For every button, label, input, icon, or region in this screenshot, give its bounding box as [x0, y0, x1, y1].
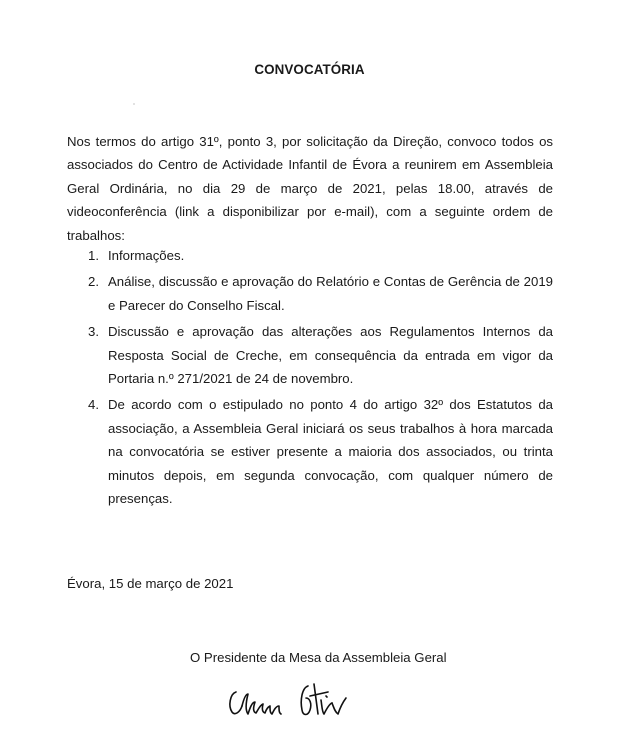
scan-speck	[133, 103, 135, 105]
agenda-item-text: Discussão e aprovação das alterações aos Regulamentos Internos da Resposta Social de Creche, em consequência da entrada em vigor da Portaria n.º 271/2021 de 24 de novembro.	[108, 324, 553, 387]
document-title: CONVOCATÓRIA	[254, 62, 365, 77]
agenda-item	[88, 244, 553, 267]
agenda-item-text: Análise, discussão e aprovação do Relatório e Contas de Gerência de 2019 e Parecer do Conselho Fiscal.	[108, 274, 553, 313]
agenda-item-text: Informações.	[108, 248, 185, 263]
handwritten-signature	[222, 672, 372, 724]
agenda-item	[88, 393, 553, 510]
agenda-item	[88, 270, 553, 317]
place-and-date: Évora, 15 de março de 2021	[67, 576, 234, 591]
agenda-item	[88, 320, 553, 390]
agenda-item-number: 3.	[88, 324, 99, 340]
agenda-item-number: 2.	[88, 274, 99, 290]
agenda-item-text: De acordo com o estipulado no ponto 4 do artigo 32º dos Estatutos da associação, a Assembleia Geral iniciará os seus trabalhos à hora marcada na convocatória se estiver presente a maioria dos associados, ou trinta minutos depois, em segunda convocação, com qualquer número de presenças.	[108, 397, 553, 507]
intro-text: Nos termos do artigo 31º, ponto 3, por solicitação da Direção, convoco todos os associados do Centro de Actividade Infantil de Évora a reunirem em Assembleia Geral Ordinária, no dia 29 de março de 2021, pelas 18.00, através de videoconferência (link a disponibilizar por e-mail), com a seguinte ordem de trabalhos:	[67, 134, 553, 243]
agenda-item-number: 4.	[88, 397, 99, 413]
agenda-list	[88, 244, 553, 513]
intro-paragraph	[67, 130, 553, 247]
signatory-title: O Presidente da Mesa da Assembleia Geral	[190, 650, 447, 665]
agenda-item-number: 1.	[88, 248, 99, 263]
